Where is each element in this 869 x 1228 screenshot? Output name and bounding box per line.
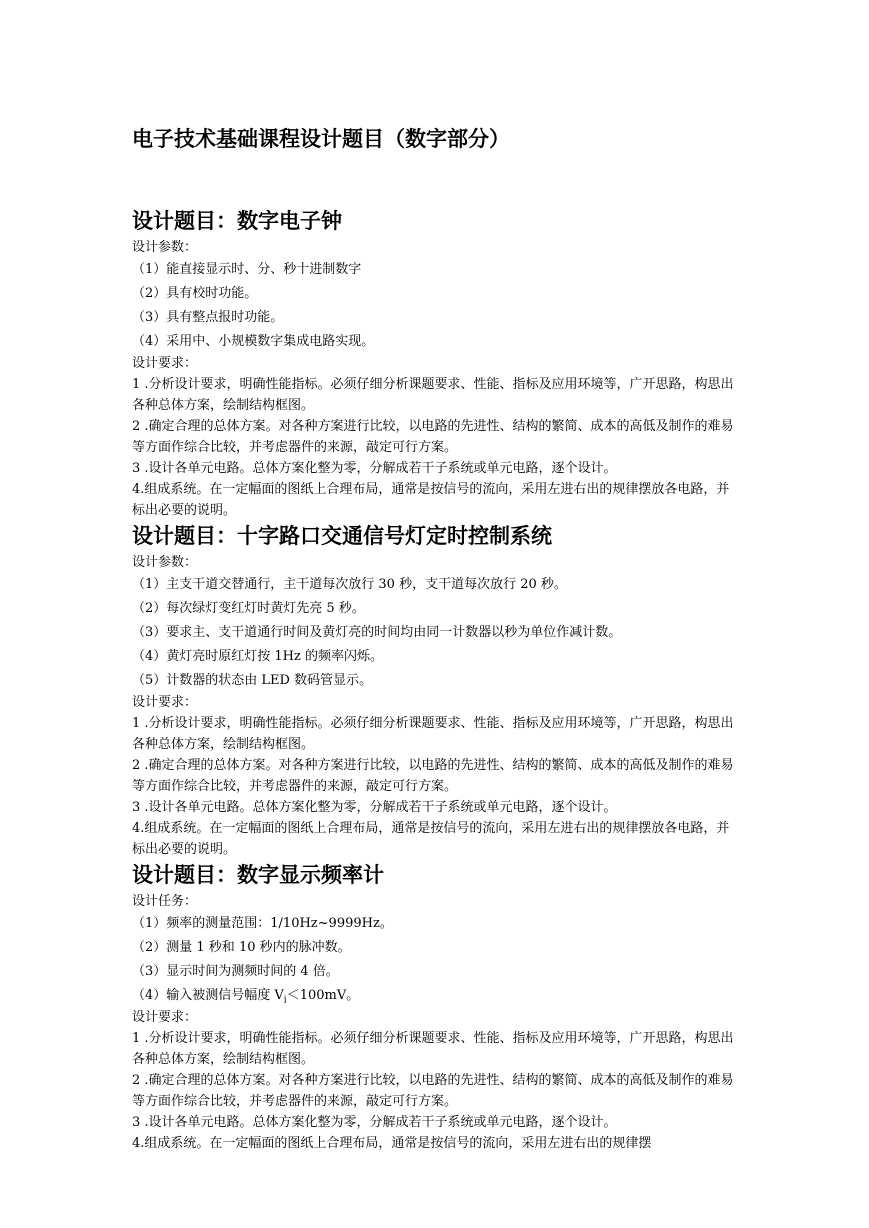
param-item: （4）采用中、小规模数字集成电路实现。 — [132, 334, 375, 349]
param-item-signal-amplitude — [132, 984, 738, 1008]
section-title: 设计题目：十字路口交通信号灯定时控制系统 — [132, 524, 552, 548]
param-item: （5）计数器的状态由 LED 数码管显示。 — [132, 673, 373, 688]
requirements-label: 设计要求： — [132, 356, 198, 371]
section-title: 设计题目：数字显示频率计 — [132, 863, 384, 887]
requirement-item: 2 .确定合理的总体方案。对各种方案进行比较，以电路的先进性、结构的繁简、成本的高低及制作的难易等方面作综合比较，并考虑器件的来源，敲定可行方案。 — [132, 419, 734, 455]
param-item: （1）频率的测量范围：1/10Hz~9999Hz。 — [132, 916, 393, 931]
section-traffic-light — [132, 521, 738, 860]
requirement-item: 1 .分析设计要求，明确性能指标。必须仔细分析课题要求、性能、指标及应用环境等，广开思路，构思出各种总体方案，绘制结构框图。 — [132, 1031, 734, 1067]
requirement-item: 1 .分析设计要求，明确性能指标。必须仔细分析课题要求、性能、指标及应用环境等，广开思路，构思出各种总体方案，绘制结构框图。 — [132, 716, 734, 752]
param-item: （1）能直接显示时、分、秒十进制数字 — [132, 262, 362, 277]
param-item: （3）具有整点报时功能。 — [132, 310, 284, 325]
param-item: （2）测量 1 秒和 10 秒内的脉冲数。 — [132, 940, 351, 955]
requirement-item: 3 .设计各单元电路。总体方案化整为零，分解成若干子系统或单元电路，逐个设计。 — [132, 1115, 617, 1130]
requirement-item: 2 .确定合理的总体方案。对各种方案进行比较，以电路的先进性、结构的繁简、成本的高低及制作的难易等方面作综合比较，并考虑器件的来源，敲定可行方案。 — [132, 758, 734, 794]
task-label: 设计任务： — [132, 894, 198, 909]
param-item: （3）显示时间为测频时间的 4 倍。 — [132, 964, 339, 979]
requirement-item: 3 .设计各单元电路。总体方案化整为零，分解成若干子系统或单元电路，逐个设计。 — [132, 461, 617, 476]
requirement-item: 1 .分析设计要求，明确性能指标。必须仔细分析课题要求、性能、指标及应用环境等，广开思路，构思出各种总体方案，绘制结构框图。 — [132, 377, 734, 413]
document-body — [132, 124, 738, 1154]
param-item: （2）具有校时功能。 — [132, 286, 258, 301]
section-title: 设计题目：数字电子钟 — [132, 209, 342, 233]
requirement-item: 4.组成系统。在一定幅面的图纸上合理布局，通常是按信号的流向，采用左进右出的规律摆放各电路，并标出必要的说明。 — [132, 482, 730, 518]
requirement-item: 3 .设计各单元电路。总体方案化整为零，分解成若干子系统或单元电路，逐个设计。 — [132, 800, 617, 815]
requirement-item: 2 .确定合理的总体方案。对各种方案进行比较，以电路的先进性、结构的繁简、成本的高低及制作的难易等方面作综合比较，并考虑器件的来源，敲定可行方案。 — [132, 1073, 734, 1109]
params-label: 设计参数： — [132, 240, 198, 255]
param-subscript: i — [283, 995, 287, 1006]
section-frequency-meter — [132, 860, 738, 1154]
param-item: （3）要求主、支干道通行时间及黄灯亮的时间均由同一计数器以秒为单位作减计数。 — [132, 625, 622, 640]
section-digital-clock — [132, 206, 738, 521]
param-text: ＜100mV。 — [286, 988, 360, 1003]
param-item: （2）每次绿灯变红灯时黄灯先亮 5 秒。 — [132, 601, 365, 616]
params-label: 设计参数： — [132, 555, 198, 570]
param-item: （1）主支干道交替通行，主干道每次放行 30 秒，支干道每次放行 20 秒。 — [132, 577, 567, 592]
requirement-item: 4.组成系统。在一定幅面的图纸上合理布局，通常是按信号的流向，采用左进右出的规律摆 — [132, 1136, 652, 1151]
requirements-label: 设计要求： — [132, 1010, 198, 1025]
document-title: 电子技术基础课程设计题目（数字部分） — [132, 127, 510, 151]
param-item: （4）黄灯亮时原红灯按 1Hz 的频率闪烁。 — [132, 649, 383, 664]
requirement-item: 4.组成系统。在一定幅面的图纸上合理布局，通常是按信号的流向，采用左进右出的规律摆放各电路，并标出必要的说明。 — [132, 821, 730, 857]
requirements-label: 设计要求： — [132, 695, 198, 710]
param-text: （4）输入被测信号幅度 V — [132, 988, 284, 1003]
